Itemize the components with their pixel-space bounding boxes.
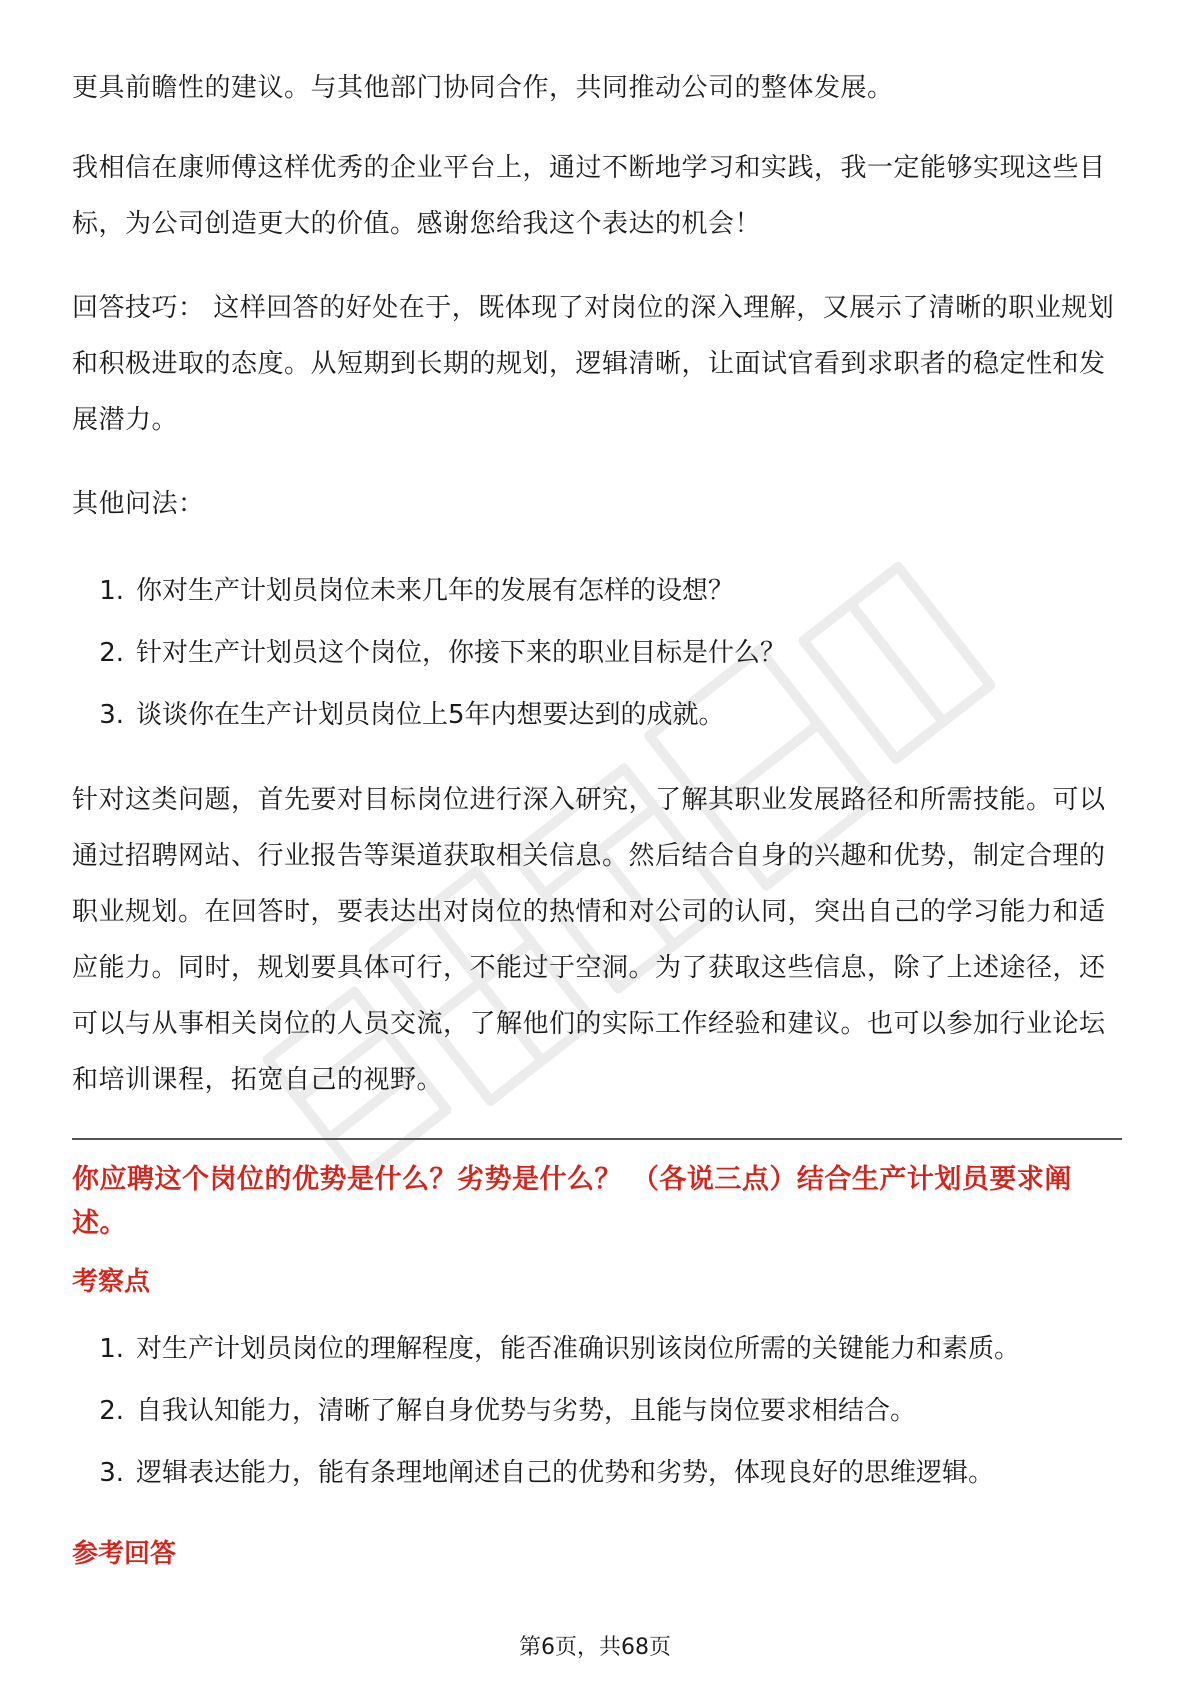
checkpoints-list: [72, 1318, 1122, 1504]
section-divider: [72, 1138, 1122, 1140]
section-heading-checkpoints: 考察点: [72, 1267, 151, 1297]
list-item: [72, 1380, 1122, 1442]
list-item-number: 1.: [99, 576, 124, 606]
section-heading-reference-answer: 参考回答: [72, 1539, 177, 1569]
list-item-text: 你对生产计划员岗位未来几年的发展有怎样的设想？: [136, 576, 735, 606]
list-item-number: 2.: [99, 1396, 124, 1426]
list-item-text: 逻辑表达能力，能有条理地阐述自己的优势和劣势，体现良好的思维逻辑。: [136, 1458, 995, 1488]
list-item-number: 3.: [99, 700, 124, 730]
paragraph-other-phrasings-label: 其他问法：: [72, 489, 205, 519]
list-item: [72, 1442, 1122, 1504]
question-heading: 你应聘这个岗位的优势是什么？劣势是什么？ （各说三点）结合生产计划员要求阐述。: [72, 1164, 1072, 1239]
paragraph-advice: 针对这类问题，首先要对目标岗位进行深入研究，了解其职业发展路径和所需技能。可以通过招聘网站、行业报告等渠道获取相关信息。然后结合自身的兴趣和优势，制定合理的职业规划。在回答时，要表达出对岗位的热情和对公司的认同，突出自己的学习能力和适应能力。同时，规划要具体可行，不能过于空洞。为了获取这些信息，除了上述途径，还可以与从事相关岗位的人员交流，了解他们的实际工作经验和建议。也可以参加行业论坛和培训课程，拓宽自己的视野。: [72, 785, 1106, 1095]
list-item-number: 2.: [99, 638, 124, 668]
list-item: [72, 684, 1122, 746]
paragraph-intro-continuation: 更具前瞻性的建议。与其他部门协同合作，共同推动公司的整体发展。: [72, 73, 894, 103]
list-item-text: 谈谈你在生产计划员岗位上5年内想要达到的成就。: [136, 700, 725, 730]
list-item: [72, 1318, 1122, 1380]
other-questions-list: [72, 560, 1122, 746]
paragraph-closing: 我相信在康师傅这样优秀的企业平台上，通过不断地学习和实践，我一定能够实现这些目标，为公司创造更大的价值。感谢您给我这个表达的机会！: [72, 153, 1106, 239]
list-item: [72, 560, 1122, 622]
document-body: [72, 60, 1122, 1590]
paragraph-answer-tips: 回答技巧： 这样回答的好处在于，既体现了对岗位的深入理解，又展示了清晰的职业规划和积极进取的态度。从短期到长期的规划，逻辑清晰，让面试官看到求职者的稳定性和发展潜力。: [72, 293, 1115, 435]
list-item-number: 3.: [99, 1458, 124, 1488]
list-item-text: 自我认知能力，清晰了解自身优势与劣势，且能与岗位要求相结合。: [136, 1396, 917, 1426]
list-item: [72, 622, 1122, 684]
list-item-text: 针对生产计划员这个岗位，你接下来的职业目标是什么？: [136, 638, 787, 668]
list-item-text: 对生产计划员岗位的理解程度，能否准确识别该岗位所需的关键能力和素质。: [136, 1334, 1021, 1364]
list-item-number: 1.: [99, 1334, 124, 1364]
page-number: 第6页，共68页: [519, 1635, 671, 1660]
